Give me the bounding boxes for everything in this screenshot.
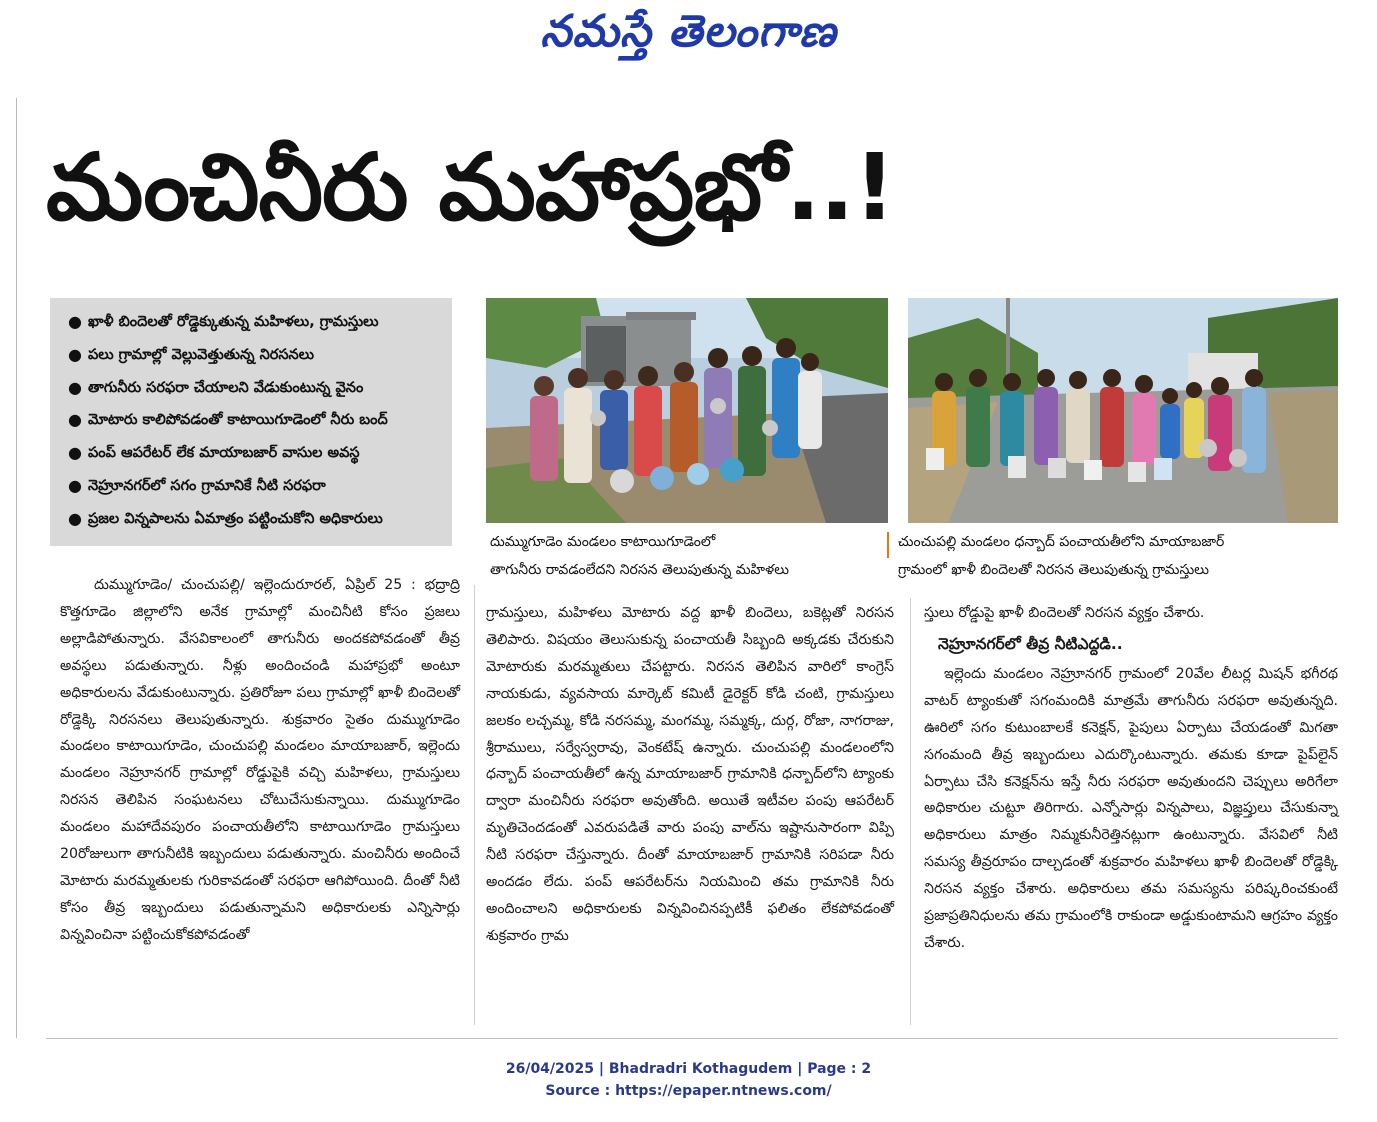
highlight-text: నెహ్రూనగర్‌లో సగం గ్రామానికే నీటి సరఫరా — [88, 477, 326, 494]
caption-line: చుంచుపల్లి మండలం ధన్బాద్ పంచాయతీలోని మాయాబజార్ — [898, 534, 1225, 550]
section-subheading: నెహ్రూనగర్‌లో తీవ్ర నీటిఎద్దడి.. — [938, 634, 1123, 653]
bullet-icon: ● — [68, 312, 82, 331]
article-column-1 — [60, 572, 460, 949]
highlight-item — [60, 306, 444, 339]
article-column-2 — [486, 600, 894, 950]
column-divider — [474, 585, 475, 1025]
highlight-text: ఖాళీ బిందెలతో రోడ్డెక్కుతున్న మహిళలు, గ్రామస్తులు — [88, 314, 379, 330]
article-paragraph: దుమ్ముగూడెం/ చుంచుపల్లి/ ఇల్లెందురూరల్, ఏప్రిల్ 25 : భద్రాద్రి కొత్తగూడెం జిల్లాలోని అనేక గ్రామాల్లో మంచినీటి కోసం ప్రజలు అల్లాడిపోతున్నారు. వేసవికాలంలో తాగునీరు అందకపోవడంతో తీవ్ర అవస్థలు పడుతున్నారు. నీళ్లు అందించండి మహాప్రభో అంటూ అధికారులను వేడుకుంటున్నారు. ప్రతిరోజూ పలు గ్రామాల్లో ఖాళీ బిందెలతో రోడ్డెక్కి నిరసనలు తెలుపుతున్నారు. శుక్రవారం సైతం దుమ్ముగూడెం మండలం కాటాయిగూడెం, చుంచుపల్లి మండలం మాయాబజార్, ఇల్లెందు మండలం నెహ్రూనగర్ గ్రామాల్లో రోడ్డుపైకి వచ్చి మహిళలు, గ్రామస్తులు నిరసన తెలిపిన సంఘటనలు చోటుచేసుకున్నాయి. దుమ్ముగూడెం మండలం మహాదేవపురం పంచాయతీలోని కాటాయిగూడెం గ్రామస్తులు 20రోజులుగా తాగునీటికి ఇబ్బందులు పడుతున్నారు. మంచినీరు అందించే మోటారు మరమ్మతులకు గురికావడంతో సరఫరా ఆగిపోయింది. దీంతో నీటి కోసం తీవ్ర ఇబ్బందులు పడుతున్నామని అధికారులకు ఎన్నిసార్లు విన్నవించినా పట్టించుకోకపోవడంతో — [60, 577, 460, 943]
photo-illustration — [908, 298, 1338, 523]
bullet-icon: ● — [68, 344, 82, 364]
protest-photo-mayabazar — [908, 298, 1338, 523]
highlights-list — [60, 306, 444, 536]
bullet-icon: ● — [68, 377, 82, 397]
caption-line: తాగునీరు రావడంలేదని నిరసన తెలుపుతున్న మహిళలు — [490, 562, 789, 578]
highlight-item — [60, 339, 444, 372]
caption-line: దుమ్ముగూడెం మండలం కాటాయిగూడెంలో — [490, 534, 716, 550]
footer-rule — [46, 1038, 1338, 1039]
bullet-icon: ● — [68, 410, 82, 430]
highlight-item — [60, 372, 444, 405]
highlight-text: పంప్ ఆపరేటర్ లేక మాయాబజార్ వాసుల అవస్థ — [88, 445, 360, 462]
footer-edition-line: 26/04/2025 | Bhadradri Kothagudem | Page : 2 — [505, 1061, 872, 1077]
article-paragraph: గ్రామస్తులు, మహిళలు మోటారు వద్ద ఖాళీ బిందెలు, బకెట్లతో నిరసన తెలిపారు. విషయం తెలుసుకున్న పంచాయతీ సిబ్బంది అక్కడకు చేరుకుని మోటారుకు మరమ్మతులు చేపట్టారు. నిరసన తెలిపిన వారిలో కాంగ్రెస్ నాయకుడు, వ్యవసాయ మార్కెట్ కమిటీ డైరెక్టర్ కోడి చంటి, గ్రామస్తులు జలకం లచ్చమ్మ, కోడి నరసమ్మ, మంగమ్మ, సమ్మక్క, దుర్గ, రోజా, నాగరాజు, శ్రీరాములు, సర్వేస్వరావు, వెంకటేష్ ఉన్నారు. చుంచుపల్లి మండలంలోని ధన్బాద్ పంచాయతీలో ఉన్న మాయాబజార్ గ్రామానికి ధన్బాద్‌లోని ట్యాంకు ద్వారా మంచినీరు సరఫరా అవుతోంది. అయితే ఇటీవల పంపు ఆపరేటర్ మృతిచెందడంతో ఎవరుపడితే వారు పంపు వాల్‌ను ఇష్టానుసారంగా విప్పి నీటి సరఫరా చేస్తున్నారు. దీంతో మాయాబజార్ గ్రామానికి సరిపడా నీరు అందడం లేదు. పంప్ ఆపరేటర్‌ను నియమించి తమ గ్రామానికి నీరు అందించాలని అధికారులకు విన్నవించినప్పటికీ ఫలితం లేకపోవడంతో శుక్రవారం గ్రామ — [486, 605, 894, 944]
photo1-caption — [490, 528, 875, 584]
article-column-3 — [924, 600, 1338, 957]
headline: మంచినీరు మహాప్రభో..! — [46, 134, 895, 241]
footer-source-line: Source : https://epaper.ntnews.com/ — [545, 1083, 832, 1099]
bullet-icon: ● — [68, 443, 82, 463]
column-divider — [910, 598, 911, 1025]
photo-illustration — [486, 298, 888, 523]
highlight-item — [60, 470, 444, 503]
highlight-item — [60, 503, 444, 536]
bullet-icon: ● — [68, 508, 82, 528]
highlight-text: పలు గ్రామాల్లో వెల్లువెత్తుతున్న నిరసనలు — [88, 346, 315, 363]
highlight-item — [60, 404, 444, 437]
photo2-caption — [898, 528, 1338, 584]
highlights-box — [50, 298, 452, 546]
bullet-icon: ● — [68, 475, 82, 495]
newspaper-masthead: నమస్తే తెలంగాణ — [540, 6, 837, 57]
highlight-text: తాగునీరు సరఫరా చేయాలని వేడుకుంటున్న వైనం — [88, 379, 364, 396]
article-paragraph: ఇల్లెందు మండలం నెహ్రూనగర్ గ్రామంలో 20వేల లీటర్ల మిషన్ భగీరథ వాటర్ ట్యాంకుతో సగంమందికి మాత్రమే తాగునీరు సరఫరా అవుతున్నది. ఊరిలో సగం కుటుంబాలకే కనెక్షన్, పైపులు ఏర్పాటు చేయడంతో మిగతా సగంమంది తీవ్ర ఇబ్బందులు ఎదుర్కొంటున్నారు. తమకు కూడా పైప్‌లైన్ ఏర్పాటు చేసి కనెక్షన్‌ను ఇస్తే నీరు సరఫరా అవుతుందని చెప్పులు అరిగేలా అధికారుల చుట్టూ తిరిగారు. ఎన్నోసార్లు విన్నపాలు, విజ్ఞప్తులు చేసుకున్నా అధికారులు మాత్రం నిమ్మకునీరెత్తినట్లుగా ఉంటున్నారు. వేసవిలో నీటి సమస్య తీవ్రరూపం దాల్చడంతో శుక్రవారం మహిళలు ఖాళీ బిందెలతో రోడ్డెక్కి నిరసన వ్యక్తం చేశారు. అధికారులు తమ సమస్యను పరిష్కరించకుంటే ప్రజాప్రతినిధులను తమ గ్రామంలోకి రాకుండా అడ్డుకుంటామని ఆగ్రహం వ్యక్తం చేశారు. — [924, 665, 1338, 951]
highlight-text: ప్రజల విన్నపాలను ఏమాత్రం పట్టించుకోని అధికారులు — [88, 510, 383, 527]
caption-divider — [887, 532, 889, 558]
protest-photo-kataiyagudem — [486, 298, 888, 523]
page-edge-rule — [16, 98, 17, 1038]
highlight-item — [60, 437, 444, 470]
highlight-text: మోటారు కాలిపోవడంతో కాటాయిగూడెంలో నీరు బంద్ — [88, 412, 388, 429]
article-paragraph: స్తులు రోడ్డుపై ఖాళీ బిందెలతో నిరసన వ్యక్తం చేశారు. — [924, 605, 1205, 621]
caption-line: గ్రామంలో ఖాళీ బిందెలతో నిరసన తెలుపుతున్న గ్రామస్తులు — [898, 562, 1209, 578]
